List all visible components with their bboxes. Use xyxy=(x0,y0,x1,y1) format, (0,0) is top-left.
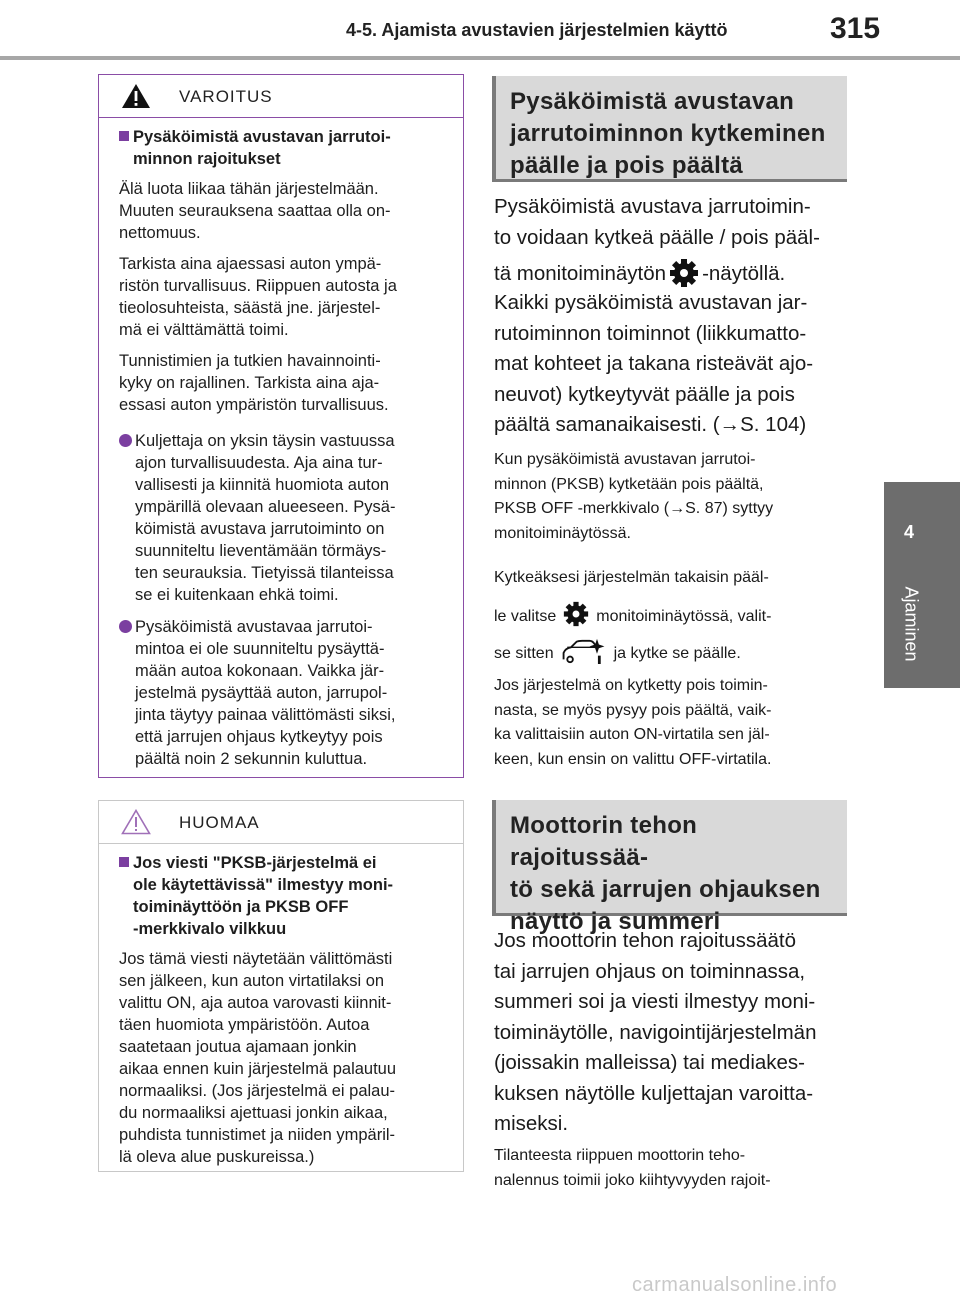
pksb-body-2 xyxy=(494,258,854,290)
warning-box xyxy=(98,74,464,778)
notice-box xyxy=(98,800,464,1172)
settings-gear-icon xyxy=(556,601,596,627)
engine-limit-note: Tilanteesta riippuen moottorin teho- nalennus toimii joko kiihtyvyyden rajoit- xyxy=(494,1147,771,1189)
pksb-note-1: Kun pysäköimistä avustavan jarrutoi- minnon (PKSB) kytketään pois päältä, PKSB OFF -merkkivalo (→S. 87) syttyy monitoiminäytössä. xyxy=(494,451,774,542)
caution-triangle-icon xyxy=(121,809,151,835)
warning-paragraph: Tarkista aina ajaessasi auton ympä- ristön turvallisuus. Riippuen autosta ja tieolosuhteista, säästä jne. järjestel- mä ei välttämättä toimi. xyxy=(119,255,397,339)
engine-limit-body: Jos moottorin tehon rajoitussäätö tai jarrujen ohjaus on toiminnassa, summeri soi ja viesti ilmestyy moni- toiminäytölle, navigointijärjestelmän (joissakin malleissa) tai mediakes- kuksen näytölle kuljettajan varoitta- miseksi. xyxy=(494,929,817,1135)
warning-title: VAROITUS xyxy=(179,87,273,106)
notice-title: HUOMAA xyxy=(179,813,260,832)
pksb-body-2-pre: tä monitoiminäytön xyxy=(494,262,667,285)
warning-subheading xyxy=(119,126,445,170)
square-bullet-icon xyxy=(119,857,129,867)
pksb-note-4-pre: se sitten xyxy=(494,645,554,662)
warning-bullet xyxy=(119,430,445,606)
square-bullet-icon xyxy=(119,131,129,141)
chapter-number: 4 xyxy=(903,522,914,542)
warning-bullet xyxy=(119,616,445,770)
section-title: 4-5. Ajamista avustavien järjestelmien käyttö xyxy=(346,20,728,40)
header-rule xyxy=(0,56,960,60)
pksb-body-3: Kaikki pysäköimistä avustavan jar- rutoiminnon toiminnot (liikkumatto- mat kohteet ja takana risteävät ajo- neuvot) kytkeytyvät päälle ja pois päältä samanaikaisesti. (→S. 104) xyxy=(494,291,814,436)
section-heading-pksb-toggle xyxy=(492,76,847,182)
pksb-note-5: Jos järjestelmä on kytketty pois toimin- nasta, se myös pysyy pois päältä, vaik- ka valittaisiin auton ON-virtatila sen jäl- keen, kun ensin on valittu OFF-virtatila. xyxy=(494,677,772,768)
pksb-car-icon xyxy=(554,636,614,666)
chapter-title: Ajaminen xyxy=(901,586,922,662)
pksb-note-3-pre: le valitse xyxy=(494,608,557,625)
section-heading-text: Pysäköimistä avustavan jarrutoiminnon kytkeminen päälle ja pois päältä xyxy=(510,88,826,179)
notice-box-header xyxy=(99,801,463,844)
chapter-title-wrap xyxy=(896,574,926,674)
pksb-note-3-post: monitoiminäytössä, valit- xyxy=(596,608,772,625)
pksb-body-2-post: -näytöllä. xyxy=(702,262,786,285)
warning-paragraph: Älä luota liikaa tähän järjestelmään. Muuten seurauksena saattaa olla on- nettomuus. xyxy=(119,180,391,242)
watermark: carmanualsonline.info xyxy=(632,1274,838,1296)
warning-bullet-text: Kuljettaja on yksin täysin vastuussa ajon turvallisuudesta. Aja aina tur- vallisesti ja kiinnitä huomiota auton ympärillä olevaan alueeseen. Pysä- köimistä avustava jarrutoiminto on suunniteltu lieventämään törmäys- ten seurauksia. Tietyissä tilanteissa se ei kuitenkaan ehkä toimi. xyxy=(135,432,396,604)
pksb-note-4-post: ja kytke se päälle. xyxy=(613,645,741,662)
settings-gear-icon xyxy=(666,258,702,286)
round-bullet-icon xyxy=(119,620,132,633)
pksb-note-2: Kytkeäksesi järjestelmän takaisin pääl- xyxy=(494,569,769,586)
pksb-note-3 xyxy=(494,601,854,630)
pksb-body-1: Pysäköimistä avustava jarrutoimin- to voidaan kytkeä päälle / pois pääl- xyxy=(494,195,820,249)
warning-box-header xyxy=(99,75,463,118)
pksb-note-4 xyxy=(494,636,854,667)
warning-subheading-text: Pysäköimistä avustavan jarrutoi- minnon rajoitukset xyxy=(133,128,391,168)
section-heading-text: Moottorin tehon rajoitussää- tö sekä jarrujen ohjauksen näyttö ja summeri xyxy=(510,812,821,935)
round-bullet-icon xyxy=(119,434,132,447)
notice-subheading xyxy=(119,852,445,940)
section-heading-engine-limit xyxy=(492,800,847,935)
warning-paragraph: Tunnistimien ja tutkien havainnointi- kyky on rajallinen. Tarkista aina aja- essasi auton ympäristön turvallisuus. xyxy=(119,352,389,414)
notice-subheading-text: Jos viesti "PKSB-järjestelmä ei ole käytettävissä" ilmestyy moni- toiminäyttöön ja PKSB OFF -merkkivalo vilkkuu xyxy=(133,854,394,938)
warning-bullet-text: Pysäköimistä avustavaa jarrutoi- mintoa ei ole suunniteltu pysäyttä- mään autoa kokonaan. Vaikka jär- jestelmä pysäyttää auton, jarrupol- jinta täytyy painaa välittömästi siksi, että jarrujen ohjaus kytkeytyy pois päältä noin 2 sekunnin kuluttua. xyxy=(135,618,396,768)
notice-paragraph: Jos tämä viesti näytetään välittömästi sen jälkeen, kun auton virtatilaksi on valittu ON, aja autoa varovasti kiinnit- täen huomiota ympäristöön. Autoa saatetaan joutua ajamaan jonkin aikaa ennen kuin järjestelmä palautuu normaaliksi. (Jos järjestelmä ei palau- du normaaliksi ajettuasi jonkin aikaa, puhdista tunnistimet ja niiden ympäril- lä oleva alue puskureissa.) xyxy=(119,950,397,1166)
warning-triangle-icon xyxy=(121,83,151,109)
page-number: 315 xyxy=(830,12,881,45)
chapter-tab xyxy=(884,482,960,688)
